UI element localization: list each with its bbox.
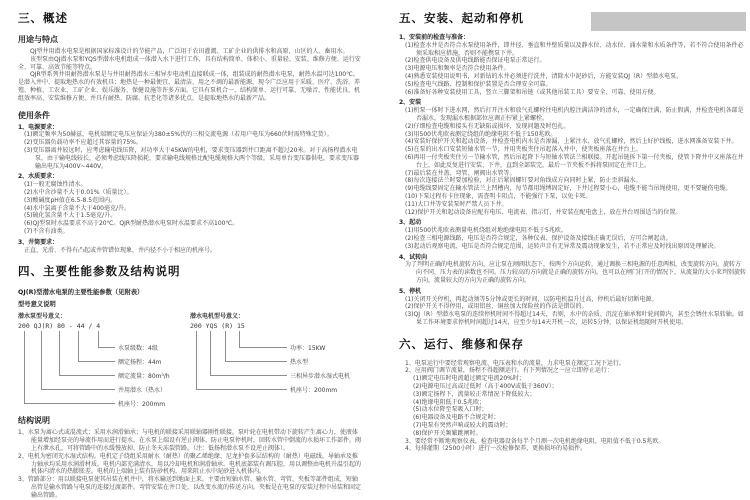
install-group [399,99,746,216]
instruction-item: (5)检查电气线路、控制和保护装置是否合理安全可靠。 [405,80,552,88]
group-label: 4、试转向 [399,253,428,261]
operation-item: (6)电器设备及电路不合规定时； [413,414,500,422]
instruction-item: (12)保护开关和起动设备应配有电压、电流表、指示灯，并安装在配电盘上，放在井台周围适当的位置。 [405,208,682,216]
instruction-item: (9)电缆线要固定在输水管法兰上凹槽内，每节都用绳缚固定好，下井过程要小心，电缆不能当吊绳使用，更不要碰伤电缆。 [405,185,732,193]
motor-model-code: 200 YQS (R) 15 [190,322,245,331]
condition-item: (3)酸碱度pH值在6.5-8.5范围内。 [24,196,117,204]
condition-item: (6)QJ型泵时水温要求不高于20℃。QJR型耐热潜水电泵时水温要求不高100℃。 [24,220,239,228]
condition-group-well [18,239,363,255]
operation-item: (8)保护开关频繁跳闸时。 [413,429,482,437]
operation-item: (1)额定电压时电流超过额定电流20%时； [413,375,525,383]
structure-item: 1、水泵为离心式或混流式；采用水润滑轴承；与电机的联接采用联轴器刚性联接。泵叶轮在电机带动下旋转产生离心力，使液体能量增加经泵壳的导流作用而进行提水。在水泵上端设有逆止阀体，防止电泵停机时，回转水管中倒流的水损坏工作部件。阀上有泄水孔，可将管路中的水缓慢放掉，防止冬天冻裂管路。（注：低扬程潜水泵不设逆止阀体）。 [18,429,362,452]
condition-group-power [18,124,363,171]
pump-model-diagram [18,311,190,408]
condition-item: 正直、光滑、不得有凸起或井管错位现象，井内径不小于相应的机座号。 [24,246,217,254]
section-5-title: 五、安装、起动和停机 [399,11,524,25]
model-diagrams [18,311,363,408]
diagram-label: 机座号：200mm [290,387,338,395]
instruction-item: (1)用500伏兆欧表测量电机绕组对地绝缘电阻不低于5兆欧。 [405,227,567,235]
condition-group-water [18,173,363,235]
paragraph: 该型泵由QJ潜水泵和YQS型潜水电机组成一体潜入水下进行工作，具有结构简单、体积小、重量轻、安装、维修方便、运行安全、可靠、高效节能等特点。 [18,55,361,71]
section-5-header-row [399,10,746,26]
structure-item: 2、电机为密闭充水湿式结构。电机定子绕组采用耐水（耐热）的聚乙烯绝缘、尼龙护套多层结构的（耐热）电磁线。导轴承及推力轴承均采用水润滑材质。电机内部充满清水，用以冷却电机和润滑轴承。电机底部装有调压腔，用以调整由电机升温引起的机体内清水的热膨胀差。电机的上端轴上装有防砂机构，用来阻止水中泥砂进入机体内。 [18,452,362,476]
group-label: 1、电源要求： [18,123,59,131]
group-items [18,131,363,170]
instruction-item: (3)起动后观察电流、电压是否符合规定范围，运转声音有无异常及震动现象发生，若不正常应及时找出原因处理解决。 [405,242,720,250]
group-label: 3、起动 [399,219,422,227]
instruction-item: (7)最后装在井盖、弯管、闸阀出水管等。 [405,169,516,177]
group-items [399,261,746,284]
structure-items [18,429,363,499]
group-items [399,107,746,216]
condition-item: (1)额定频率为50赫兹，电机端额定电压应保证为380±5%伏的三相交流电源（若用户电压为660伏时需特殊定货）。 [24,131,333,139]
condition-item: (3)变压器离井较远时，应考虑输电线压降，对功率大于45KW的电机，要求变压器到井口距离不超过20米。对于高扬程潜水电泵，由于输电线较长，必须考虑线压降损耗，要求输电线规格比配电缆规格大两个等级。采用单台变压器供电，要求变压器输出电压为400V~440V。 [24,146,360,170]
instruction-item: (2)检查三相电源线路，电压是否符合规定，各种仪表、保护设备及接线正确无误后，方可合闸起动。 [405,234,672,242]
group-label: 2、安装 [399,99,422,107]
instruction-item: (10)下泵过程有卡住现象，需查明卡阻点，不能强行下泵，以免卡死。 [405,192,592,200]
diagram-label: 额定流量：80m³/h [118,373,170,381]
diagram-label: 井用潜水（热水） [118,387,167,395]
structure-notes-title: 结构说明 [18,416,50,426]
group-items [18,181,363,236]
operation-item: 2、应用阀门调节流量，扬程不得超额运行。有下列情况之一应立即停止运行： [405,367,613,375]
instruction-item: (2)保护开关不得停用，或用铝丝、铜丝加大保险丝的作法是错误的。 [405,303,588,311]
operation-item: (7)电泵有突然声响或较大的震动时； [413,422,512,430]
operation-item: 1、电泵运行中要经常观察电流、电压表和水的流量，力求电泵在额定工况下运行。 [405,359,625,367]
condition-item: (7)不含有油类。 [24,227,69,235]
operation-item: (4)绝缘电阻低于0.5兆欧； [413,398,486,406]
motor-diagram-caption: 潜水电机型号意义： [190,313,245,321]
pump-diagram-caption: 潜水泵型号意义： [18,313,67,321]
motor-diagram-body [190,331,362,411]
shutdown-group [399,288,746,327]
diagram-label: 额定扬程：44m [118,359,162,367]
instruction-item: (1)机泵一体时下进水网，然后打开注水和放气孔螺栓往电机内腔注满洁净的清水，一定确保注满，防止假满，并检查电机各部是否漏水。发现漏水根据部位应调正拧紧上紧螺栓。 [405,107,744,122]
condition-item: (4)水中氯离子含量不大于400毫克/升。 [24,204,130,212]
instruction-item: (2)仔细检查电缆和接头有无缺陷或损坏，发现问题及时包扎。 [405,122,570,130]
instruction-item: (2)检查供电设备及供电线路能否保证电泵正常运行。 [405,57,546,65]
diagram-label: 水泵级数：4级 [118,345,158,353]
header-placeholder-bar [591,12,746,31]
section-4-title: 四、主要性能参数及结构说明 [18,264,181,279]
operation-item: (2)电源电压过高或过低时（高于400V或低于360V）； [413,383,558,391]
model-meaning-note: 型号意义说明 [18,301,56,309]
group-items [18,247,363,255]
diagram-label: 机座号：200mm [118,401,166,409]
instruction-item: (11)大口井等安装泵时严禁人员下井。 [405,200,508,208]
diagram-label: 热水型 [290,359,309,367]
pump-model-code: 200 QJ(R) 80 - 44 / 4 [18,322,101,331]
group-items [399,42,746,97]
instruction-item: (5)在泵的出水口安装短轴水管一节，并用夹板夹住吊起落入井中，使夹板座落在井台上。 [405,146,642,154]
operation-item: 3、要经常不断地观察仪表，检查电器设备每半个月测一次电机绝缘电阻，电阻值不低于0.5兆欧。 [405,437,665,445]
usage-features-title: 用途与特点 [18,35,58,44]
parameters-note: QJ(R)型潜水电泵的主要性能参数（见附表） [18,289,144,297]
connector-line [196,331,287,390]
paragraph: QJ型井用潜水电泵是根据国家标准设计的节能产品，广泛用于农田灌溉、工矿企业的供排水和高原、山区的人、畜用水。 [30,48,349,55]
operation-item: (3)额定扬程下，流量较正常情况下降低较大； [413,390,536,398]
condition-item: (2)水中含沙量不大于0.01%（质量比）。 [24,188,133,196]
instruction-item: (3)QJ（R）型潜水电泵的连续停机时间不得超过14天，否则，水中的杂质、沉淀在轴承和叶轮间隙内，甚至会锈住水泵转轴。如果工作环境要求停机时间超过14天，应至少每14天开机一次，运转5分钟，以保证机组随时开机使用。 [405,311,744,326]
group-label: 3、井筒要求： [18,238,59,246]
diagram-label: 功率：15KW [290,345,326,353]
page-right [399,6,746,453]
diagram-label: 三相异步潜水湿式电机 [290,373,351,381]
instruction-item: (4)熟悉安装使用说明书，对新钻的水井必须进行洗井，清除水中泥砂后，方能安装QJ（R）型潜水电泵。 [405,72,683,80]
group-items [399,227,746,250]
instruction-item: 为了判明正确的电机旋转方向，应让泵在闸阀状态下，按两个方向运转，通过调换三相电源的任意两相，改变旋转方向。旋转方向不同，压力表的读数也不同。压力较高的方向就是正确的旋转方向。也可以在闸门打开的情况下，从流量的大小来判别旋转方向，流量较大的方向为正确的旋转方向。 [405,261,747,284]
instruction-item: (6)再用一付夹板夹住另一节输水管，然后吊起降下与短轴水管法兰相联接。开起吊链拆下第一付夹板，使管下降井中又座落在井台上，如此反复进行安装、下井，直到全部装完，最后一节夹板不拆将泵固定在井口上。 [405,153,744,169]
pump-diagram-body [18,331,190,411]
condition-item: (1)一般无腐蚀性清水。 [24,181,87,189]
use-conditions-title: 使用条件 [18,110,50,120]
instruction-item: (8)每次连接法兰时要加检验，对正后紧固螺钉要对角线成方向同时上紧，防止歪斜漏水。 [405,177,642,185]
usage-paragraphs [18,48,363,103]
operation-item: 4、每排灌期（2500小时）进行一次检修保养，更换损坏的易损件。 [405,445,587,453]
startup-group [399,219,746,250]
group-label: 5、停机 [399,287,422,295]
instruction-item: (1)关闭开关停机，再起动须等5分钟或更长的时间，以防电机温升过高，停机后最好切断电源。 [405,295,658,303]
connector-line [24,331,115,404]
group-label: 2、水质要求： [18,173,59,181]
group-items [399,296,746,327]
instruction-item: (1)检查水井是否符合水泵使用条件，即井径、垂直和井壁质量以及静水位、动水位、涌水量和水质条件等，若不符合使用条件必须采取相应措施，否则不能携泵下井。 [405,41,744,57]
condition-item: (2)变压器负载功率不应超过其容量的75%。 [24,139,142,147]
structure-item: 3、管路部分：用以联接电泵使其吊装在机井中，将水输送到地面上来。主要由短轴水管、输水管、弯管、夹板等部件组成，短轴出管是输水管路与电泵的连接过渡部件。弯管安装在井口处，以改变水流的传送方向。夹板是在电泵的安装过程中吊装和固定输出管路。 [18,476,362,499]
operation-items [399,360,746,454]
rotation-test-group [399,254,746,285]
instruction-item: (6)准备好各种安装使用工具，竖立三脚架和吊链（或其他吊装工具）要安全、可靠、使用方便。 [405,88,660,96]
operation-item: (5)动水位降至泵吸入口时； [413,406,488,414]
page-left [18,6,363,500]
instruction-item: (3)电源电压和频率是否符合使用条件。 [405,65,510,73]
instruction-item: (4)安装好保护开关和起动设备，并检查电机内水是否渗漏，上紧注水、放气孔螺栓，然后上好护线板，进水网准备安装下井。 [405,138,738,146]
condition-item: (5)硫化氢含量不大于1.5毫克/升。 [24,212,117,220]
instruction-item: (3)用500伏兆欧表测定绕组的绝缘电阻不低于150兆欧。 [405,130,557,138]
paragraph: QJR型系列井用耐热潜水泵是与井用耐热潜水三相异步电动机直接联成一体，组装成的耐热潜水电泵，耐热水温可达100℃。是潜入井中、提取地热水的有效机具；地热是一种最便宜、最清洁、用之不竭的最新能源，现今广泛应用于采暖、医疗、洗浴、养殖、种植、工农业、工矿企业、娱乐服务、保健设施等许多方面。它具有泵机合一、结构简单、运行可靠、无噪音、性能优良、机组效率高、安装维修方便、并具有耐热、防腐、抗老化等诸多优点，是提取地热水的最新产品。 [18,71,361,102]
motor-model-diagram [190,311,362,408]
group-label: 1、安装前的检查与准备： [399,34,470,41]
install-prep-group [399,34,746,96]
section-3-title: 三、概述 [18,11,68,25]
section-6-title: 六、运行、维修和保存 [399,336,524,351]
